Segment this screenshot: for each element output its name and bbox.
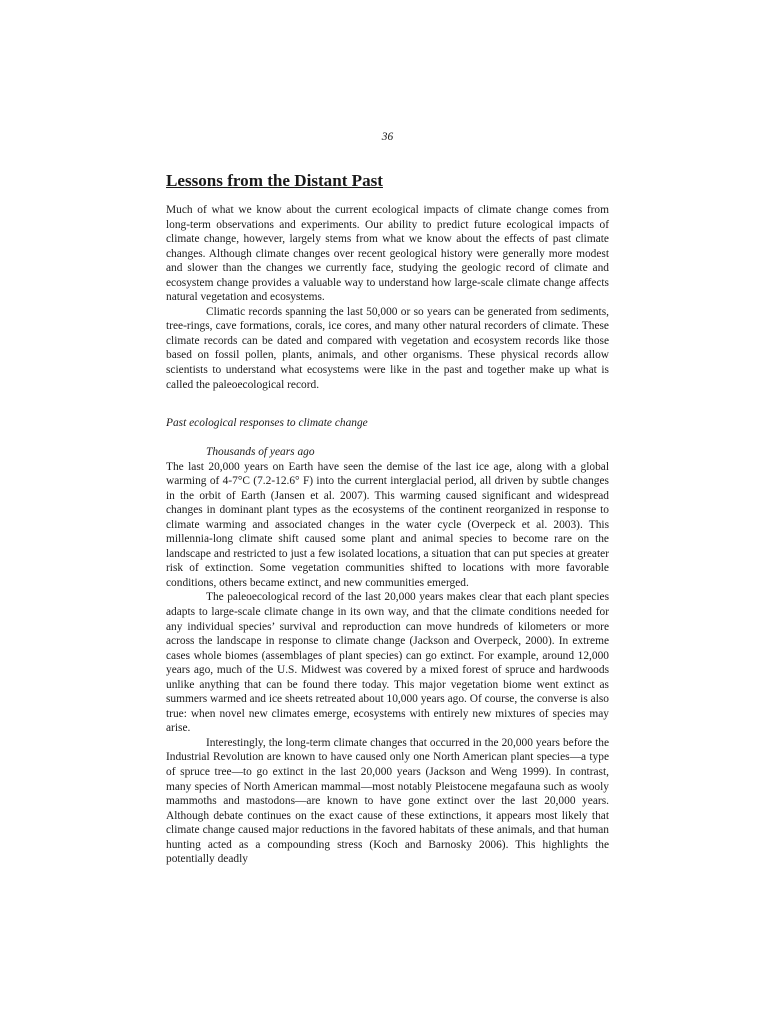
paragraph-intro: Much of what we know about the current ecological impacts of climate change comes from long-term observations and experiments. Our ability to predict future ecological impacts of climate change, however, largely stems from what we know about the effects of past climate changes. Although climate changes over recent geological history were generally more modest and slower than the changes we currently face, studying the geologic record of climate and ecosystem change provides a valuable way to understand how large-scale climate change affects natural vegetation and ecosystems.: [166, 204, 609, 304]
subsection-body: [166, 445, 609, 867]
section-heading: Lessons from the Distant Past: [166, 171, 383, 190]
section-body: [166, 203, 609, 392]
page-number: 36: [381, 131, 394, 143]
paragraph-paleoecological-record: The paleoecological record of the last 20,000 years makes clear that each plant species adapts to large-scale climate change in its own way, and that the climate conditions needed for any individual species’ survival and reproduction can move hundreds of kilometers or more across the landscape in response to climate change (Jackson and Overpeck, 2000). In extreme cases whole biomes (assemblages of plant species) can go extinct. For example, around 12,000 years ago, much of the U.S. Midwest was covered by a mixed forest of spruce and hardwoods unlike anything that can be found there today. This major vegetation biome went extinct as summers warmed and ice sheets retreated about 10,000 years ago. Of course, the converse is also true: when novel new climates emerge, ecosystems with entirely new mixtures of species may arise.: [166, 591, 609, 735]
sub-subheading: Thousands of years ago: [206, 446, 315, 458]
paragraph-extinctions: Interestingly, the long-term climate changes that occurred in the 20,000 years before the Industrial Revolution are known to have caused only one North American plant species—a type of spruce tree—to go extinct in the last 20,000 years (Jackson and Weng 1999). In contrast, many species of North American mammal—most notably Pleistocene megafauna such as wooly mammoths and mastodons—are known to have gone extinct over the last 20,000 years. Although debate continues on the exact cause of these extinctions, it appears most likely that climate change caused major reductions in the favored habitats of these animals, and that human hunting acted as a compounding stress (Koch and Barnosky 2006). This highlights the potentially deadly: [166, 736, 609, 866]
paragraph-climatic-records: Climatic records spanning the last 50,000 or so years can be generated from sediments, tree-rings, cave formations, corals, ice cores, and many other natural recorders of climate. These climate records can be dated and compared with vegetation and ecosystem records like those based on fossil pollen, plants, animals, and other organisms. These physical records allow scientists to understand what ecosystems were like in the past and together make up what is called the paleoecological record.: [166, 305, 609, 391]
paragraph-last-20000-years: The last 20,000 years on Earth have seen the demise of the last ice age, along with a global warming of 4-7°C (7.2-12.6° F) into the current interglacial period, all driven by subtle changes in the orbit of Earth (Jansen et al. 2007). This warming caused significant and widespread changes in dominant plant types as the ecosystems of the continent reorganized in response to climate warming and associated changes in the water cycle (Overpeck et al. 2003). This millennia-long climate shift caused some plant and animal species to become rare on the landscape and restricted to just a few isolated locations, a situation that can put species at greater risk of extinction. Some vegetation communities shifted to locations with more favorable conditions, others became extinct, and new communities emerged.: [166, 460, 609, 589]
subsection-heading: Past ecological responses to climate change: [166, 417, 368, 429]
